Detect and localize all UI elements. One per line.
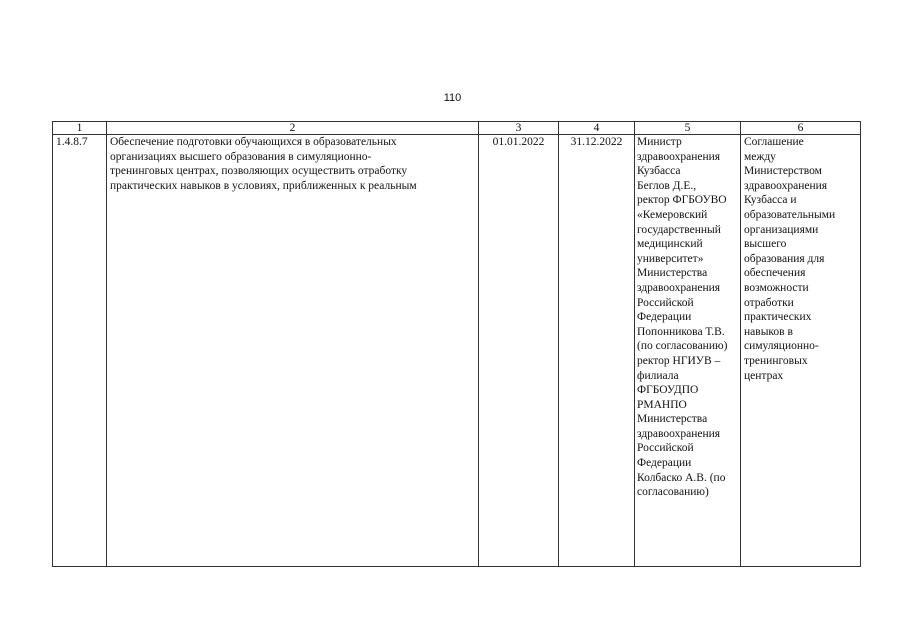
result-line: высшего: [744, 238, 787, 251]
row-code: 1.4.8.7: [56, 136, 88, 148]
result-line: практических: [744, 311, 812, 324]
header-col-3: 3: [479, 122, 559, 135]
responsible-line: Министерства: [637, 413, 708, 426]
description-line: организациях высшего образования в симуляционно-: [110, 150, 372, 163]
header-col-1: 1: [53, 122, 107, 135]
responsible-line: здравоохранения: [637, 427, 721, 440]
result-line: Министерством: [744, 165, 822, 178]
responsible-line: РМАНПО: [637, 398, 687, 411]
responsible-line: Кузбасса: [637, 165, 681, 178]
result-line: возможности: [744, 281, 809, 294]
description-line: Обеспечение подготовки обучающихся в образовательных: [110, 136, 397, 148]
row-responsible-cell: [635, 135, 741, 567]
responsible-line: филиала: [637, 369, 679, 382]
row-end-date-cell: [559, 135, 635, 567]
plan-table: [52, 121, 861, 567]
result-line: отработки: [744, 296, 794, 309]
row-code-cell: [53, 135, 107, 567]
responsible-line: ректор НГИУВ –: [637, 354, 721, 367]
result-line: обеспечения: [744, 267, 806, 280]
responsible-line: согласованию): [637, 486, 709, 499]
responsible-line: университет»: [637, 252, 704, 265]
result-line: образовательными: [744, 208, 836, 221]
description-line: практических навыков в условиях, приближенных к реальным: [110, 179, 417, 192]
description-line: тренинговых центрах, позволяющих осуществить отработку: [110, 165, 408, 178]
responsible-line: Федерации: [637, 457, 692, 470]
header-col-6: 6: [741, 122, 861, 135]
header-col-2: 2: [107, 122, 479, 135]
responsible-line: Федерации: [637, 311, 692, 324]
responsible-line: Министерства: [637, 267, 708, 280]
responsible-line: Российской: [637, 442, 694, 455]
result-line: здравоохранения: [744, 179, 828, 192]
result-line: симуляционно-: [744, 340, 819, 353]
responsible-line: здравоохранения: [637, 281, 721, 294]
header-col-4: 4: [559, 122, 635, 135]
responsible-line: ФГБОУДПО: [637, 384, 699, 397]
row-result-cell: [741, 135, 861, 567]
result-line: Соглашение: [744, 136, 804, 148]
result-line: навыков в: [744, 325, 793, 338]
table-row: [53, 135, 861, 567]
responsible-line: государственный: [637, 223, 721, 236]
end-date: 31.12.2022: [570, 136, 623, 148]
page-number: 110: [443, 92, 462, 104]
result-line: образования для: [744, 252, 825, 265]
row-description-cell: [107, 135, 479, 567]
responsible-line: Российской: [637, 296, 694, 309]
responsible-line: здравоохранения: [637, 150, 721, 163]
table-header-row: [53, 122, 861, 135]
result-line: между: [744, 150, 776, 163]
responsible-line: Министр: [637, 136, 682, 148]
responsible-line: Колбаско А.В. (по: [637, 471, 726, 484]
header-col-5: 5: [635, 122, 741, 135]
result-line: тренинговых: [744, 354, 808, 367]
row-start-date-cell: [479, 135, 559, 567]
responsible-line: ректор ФГБОУВО: [637, 194, 727, 207]
responsible-line: «Кемеровский: [637, 208, 708, 221]
result-line: Кузбасса и: [744, 194, 797, 207]
responsible-line: Попонникова Т.В.: [637, 325, 725, 338]
start-date: 01.01.2022: [492, 136, 545, 148]
result-line: организациями: [744, 223, 819, 236]
result-line: центрах: [744, 369, 784, 382]
responsible-line: Беглов Д.Е.,: [637, 179, 697, 192]
responsible-line: (по согласованию): [637, 340, 728, 353]
responsible-line: медицинский: [637, 238, 703, 251]
